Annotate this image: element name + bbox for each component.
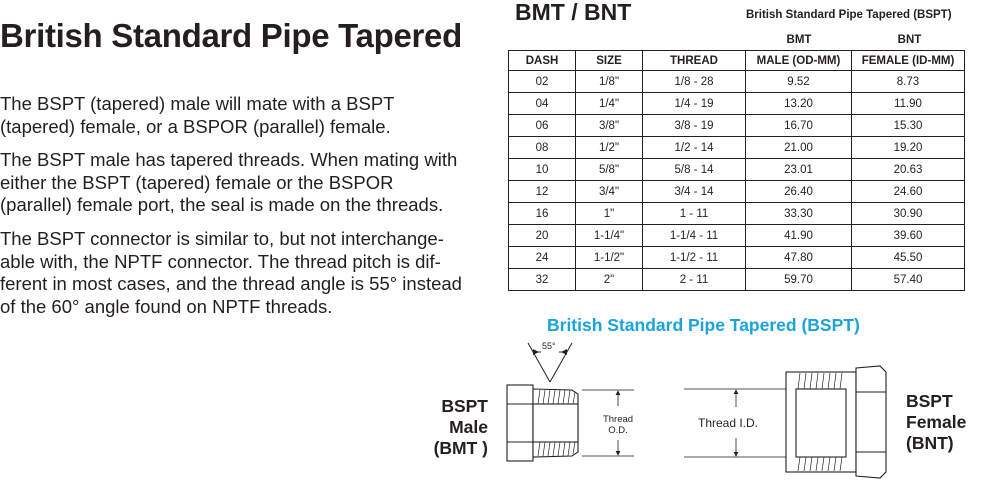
cell-female-id: 39.60	[852, 225, 965, 247]
cell-size: 3/8"	[576, 115, 643, 137]
male-label-line: Male	[449, 417, 488, 437]
header-size: SIZE	[576, 51, 643, 71]
cell-male-od: 21.00	[746, 137, 852, 159]
thread-od-label-line: Thread	[602, 414, 634, 425]
cell-dash: 06	[509, 115, 576, 137]
cell-thread: 2 - 11	[643, 269, 746, 291]
sealing-paragraph: The BSPT male has tapered threads. When mating with either the BSPT (tapered) female or the BSPOR (parallel) female port, the seal is made on the threads.	[0, 149, 458, 215]
diagram-title: British Standard Pipe Tapered (BSPT)	[547, 315, 860, 335]
cell-male-od: 33.30	[746, 203, 852, 225]
cell-size: 2"	[576, 269, 643, 291]
cell-thread: 3/4 - 14	[643, 181, 746, 203]
comparison-paragraph: The BSPT connector is similar to, but not interchange-able with, the NPTF connector. The thread pitch is dif-ferent in most cases, and the thread angle is 55° instead of the 60° angle found on NPTF threads.	[0, 228, 462, 317]
cell-thread: 1/4 - 19	[643, 93, 746, 115]
cell-dash: 02	[509, 71, 576, 93]
cell-male-od: 47.80	[746, 247, 852, 269]
cell-female-id: 8.73	[852, 71, 965, 93]
cell-dash: 32	[509, 269, 576, 291]
cell-female-id: 30.90	[852, 203, 965, 225]
header-thread: THREAD	[643, 51, 746, 71]
cell-size: 1-1/2"	[576, 247, 643, 269]
cell-dash: 12	[509, 181, 576, 203]
cell-size: 1/4"	[576, 93, 643, 115]
cell-thread: 1-1/2 - 11	[643, 247, 746, 269]
cell-thread: 1-1/4 - 11	[643, 225, 746, 247]
male-fitting	[507, 385, 578, 461]
bmt-group-header: BMT	[786, 34, 812, 46]
header-female-id: FEMALE (ID-MM)	[852, 51, 965, 71]
angle-label: 55°	[542, 341, 556, 351]
cell-male-od: 26.40	[746, 181, 852, 203]
cell-size: 1-1/4"	[576, 225, 643, 247]
cell-dash: 04	[509, 93, 576, 115]
thread-od-label-line: O.D.	[608, 425, 628, 436]
cell-female-id: 45.50	[852, 247, 965, 269]
cell-male-od: 16.70	[746, 115, 852, 137]
table-code-title: BMT / BNT	[515, 0, 632, 25]
header-dash: DASH	[509, 51, 576, 71]
cell-thread: 1/2 - 14	[643, 137, 746, 159]
cell-thread: 1/8 - 28	[643, 71, 746, 93]
cell-male-od: 41.90	[746, 225, 852, 247]
female-label-line: (BNT)	[906, 433, 954, 453]
cell-thread: 5/8 - 14	[643, 159, 746, 181]
cell-male-od: 59.70	[746, 269, 852, 291]
cell-female-id: 20.63	[852, 159, 965, 181]
cell-dash: 10	[509, 159, 576, 181]
cell-dash: 24	[509, 247, 576, 269]
cell-size: 1/2"	[576, 137, 643, 159]
page-title: British Standard Pipe Tapered	[0, 17, 462, 54]
cell-female-id: 24.60	[852, 181, 965, 203]
female-fitting	[786, 366, 886, 478]
cell-male-od: 23.01	[746, 159, 852, 181]
cell-female-id: 19.20	[852, 137, 965, 159]
male-label-line: BSPT	[441, 396, 488, 416]
male-label-line: (BMT )	[433, 438, 488, 458]
female-label-line: BSPT	[906, 391, 953, 411]
cell-thread: 3/8 - 19	[643, 115, 746, 137]
cell-dash: 20	[509, 225, 576, 247]
thread-id-label: Thread I.D.	[697, 416, 759, 430]
cell-female-id: 57.40	[852, 269, 965, 291]
cell-size: 3/4"	[576, 181, 643, 203]
bnt-group-header: BNT	[897, 34, 922, 46]
cell-female-id: 11.90	[852, 93, 965, 115]
cell-male-od: 13.20	[746, 93, 852, 115]
cell-thread: 1 - 11	[643, 203, 746, 225]
cell-size: 1"	[576, 203, 643, 225]
table-caption: British Standard Pipe Tapered (BSPT)	[746, 9, 952, 21]
cell-female-id: 15.30	[852, 115, 965, 137]
cell-dash: 08	[509, 137, 576, 159]
header-male-od: MALE (OD-MM)	[746, 51, 852, 71]
female-label-line: Female	[906, 412, 967, 432]
cell-male-od: 9.52	[746, 71, 852, 93]
cell-size: 1/8"	[576, 71, 643, 93]
cell-dash: 16	[509, 203, 576, 225]
cell-size: 5/8"	[576, 159, 643, 181]
intro-paragraph: The BSPT (tapered) male will mate with a BSPT (tapered) female, or a BSPOR (parallel) female.	[0, 93, 395, 137]
